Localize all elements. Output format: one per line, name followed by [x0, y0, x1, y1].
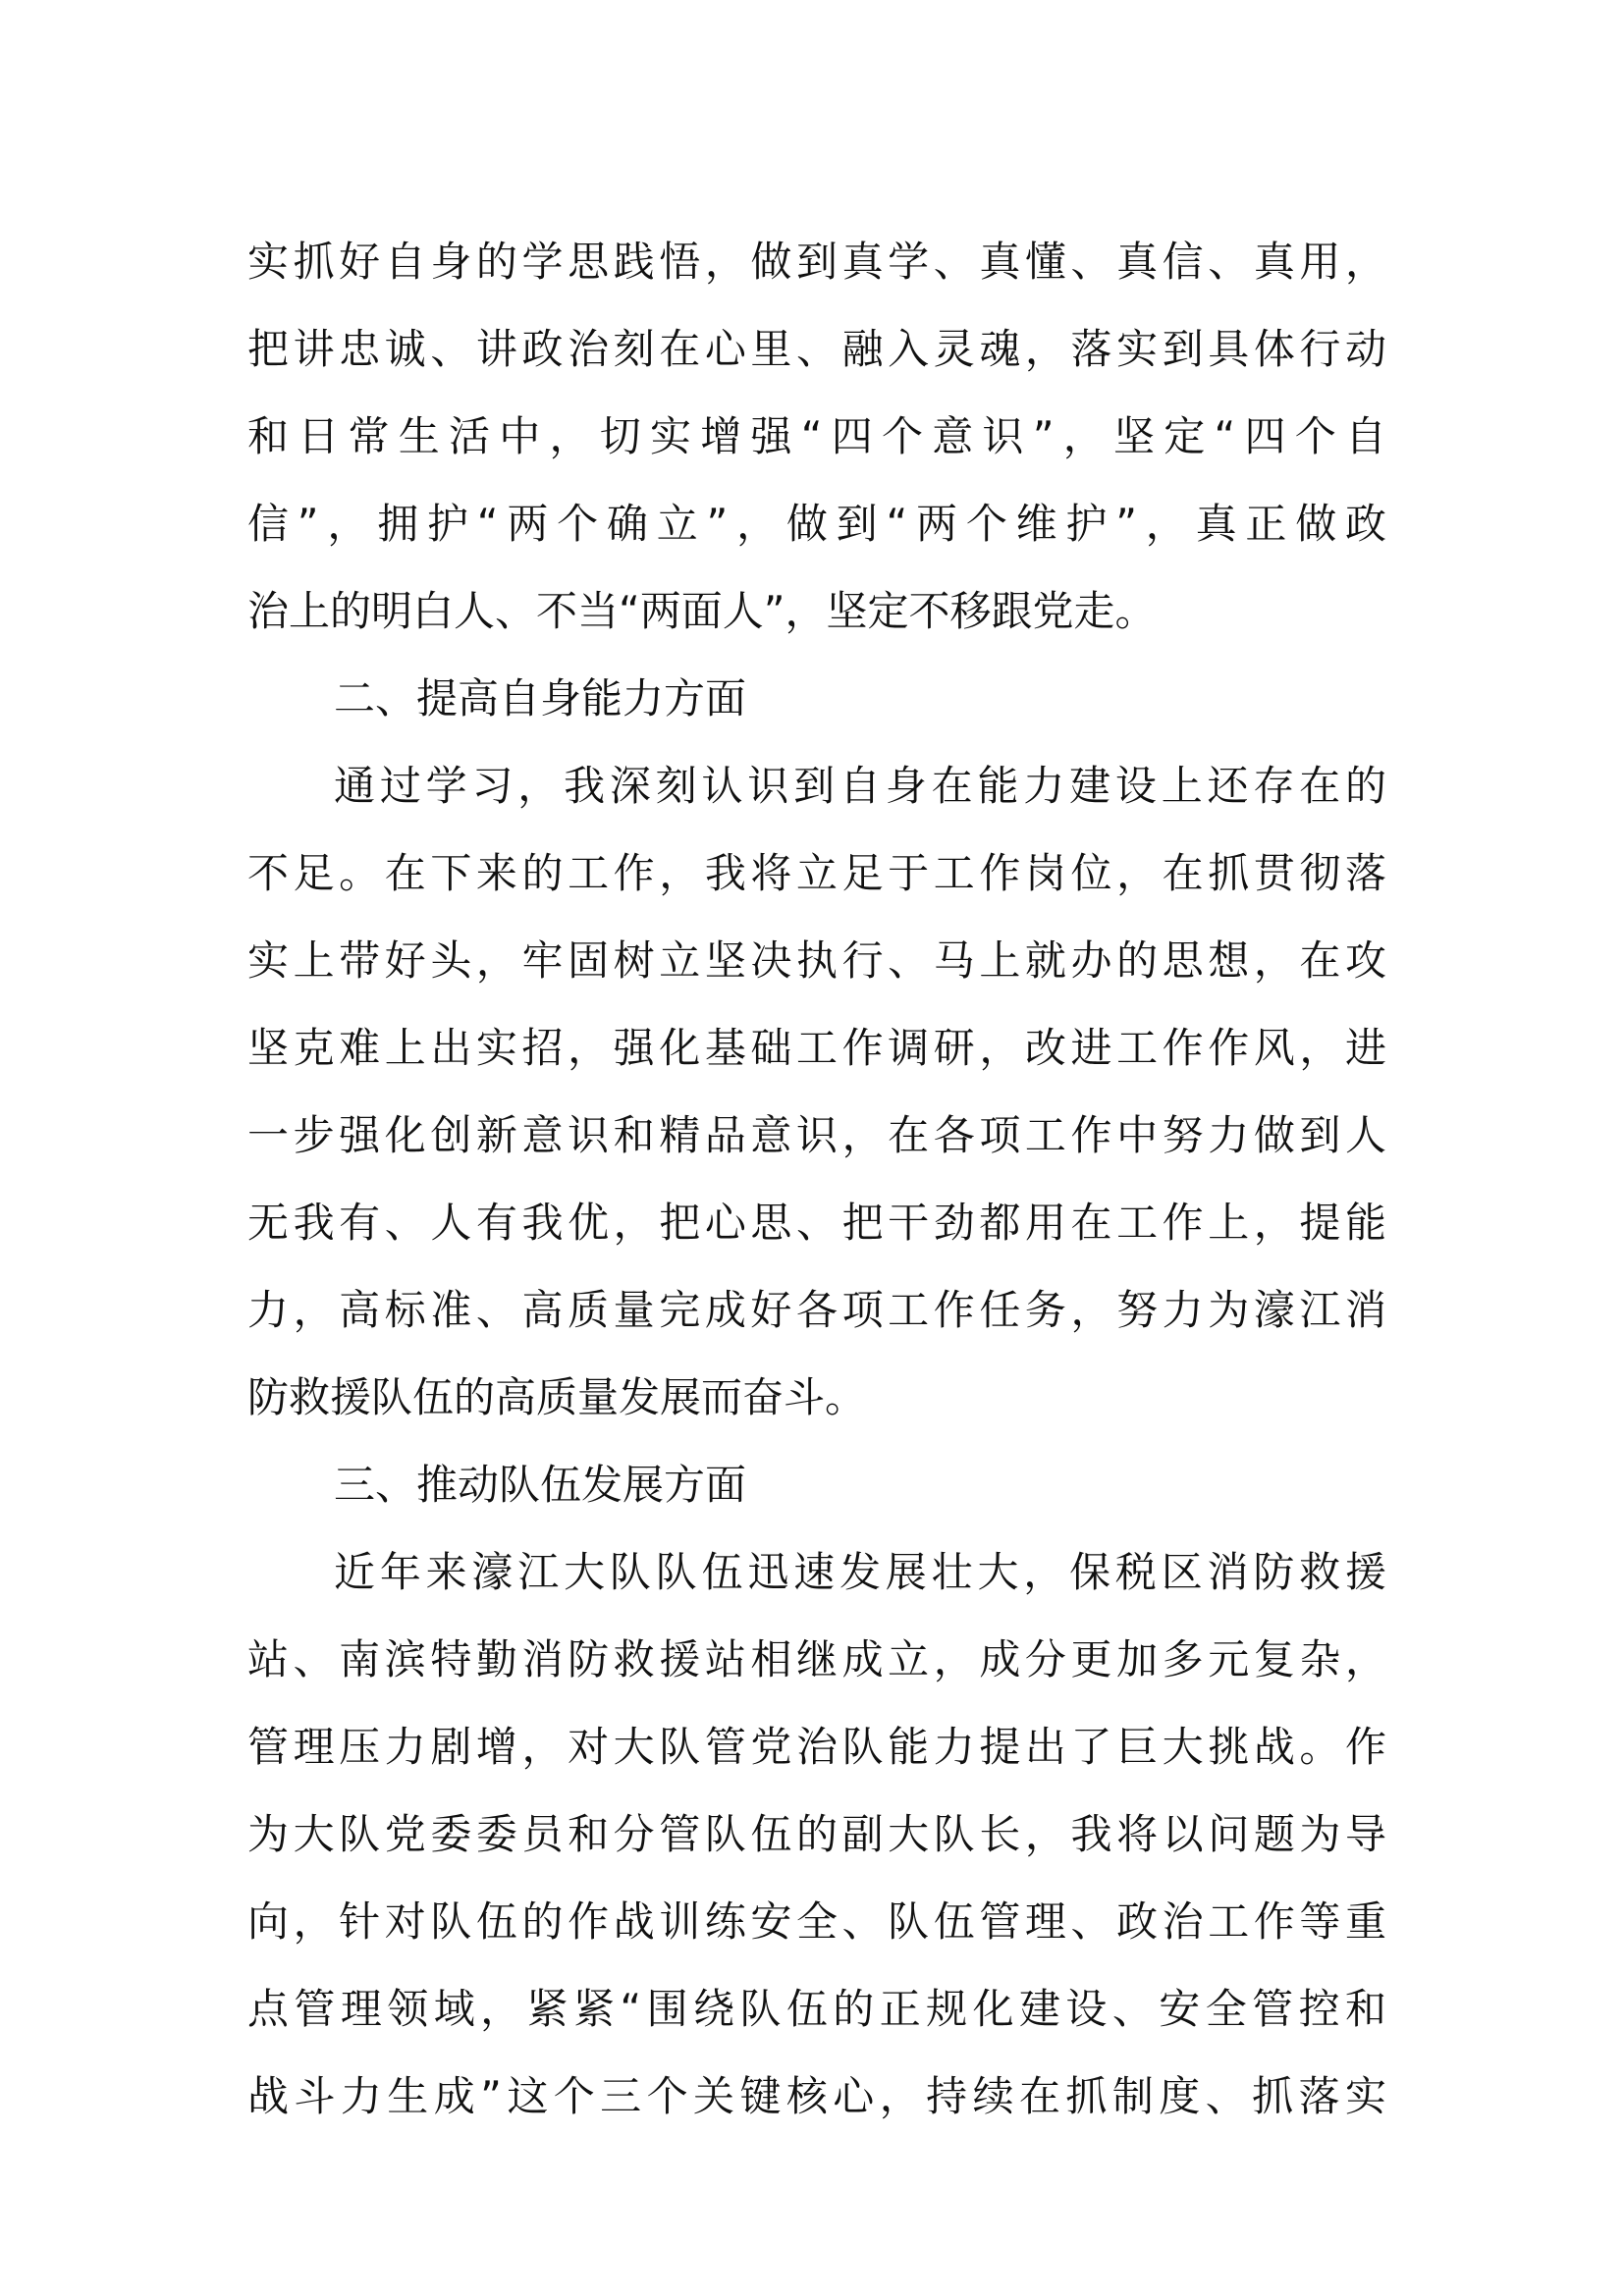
text-line: 为大队党委委员和分管队伍的副大队长，我将以问题为导 [247, 1810, 1386, 1858]
text-line: 近年来濠江大队队伍迅速发展壮大，保税区消防救援 [334, 1548, 1386, 1596]
text-line: 向，针对队伍的作战训练安全、队伍管理、政治工作等重 [247, 1897, 1386, 1946]
text-line: 治上的明白人、不当“两面人”，坚定不移跟党走。 [247, 587, 1157, 635]
section-heading: 二、提高自身能力方面 [334, 674, 747, 722]
text-line: 一步强化创新意识和精品意识，在各项工作中努力做到人 [247, 1111, 1386, 1159]
text-line: 无我有、人有我优，把心思、把干劲都用在工作上，提能 [247, 1199, 1386, 1247]
text-line: 战斗力生成”这个三个关键核心，持续在抓制度、抓落实 [247, 2072, 1386, 2120]
text-line: 通过学习，我深刻认识到自身在能力建设上还存在的 [334, 762, 1386, 810]
text-line: 把讲忠诚、讲政治刻在心里、融入灵魂，落实到具体行动 [247, 325, 1386, 373]
text-line: 信”，拥护“两个确立”，做到“两个维护”，真正做政 [247, 500, 1386, 548]
document-body [247, 218, 1386, 2140]
text-line: 不足。在下来的工作，我将立足于工作岗位，在抓贯彻落 [247, 849, 1386, 897]
text-line: 防救援队伍的高质量发展而奋斗。 [247, 1373, 867, 1421]
section-heading: 三、推动队伍发展方面 [334, 1461, 747, 1509]
text-line: 管理压力剧增，对大队管党治队能力提出了巨大挑战。作 [247, 1723, 1386, 1771]
text-line: 站、南滨特勤消防救援站相继成立，成分更加多元复杂， [247, 1635, 1386, 1683]
text-line: 坚克难上出实招，强化基础工作调研，改进工作作风，进 [247, 1024, 1386, 1072]
text-line: 点管理领域，紧紧“围绕队伍的正规化建设、安全管控和 [247, 1985, 1386, 2033]
text-line: 和日常生活中，切实增强“四个意识”，坚定“四个自 [247, 412, 1386, 460]
text-line: 力，高标准、高质量完成好各项工作任务，努力为濠江消 [247, 1286, 1386, 1334]
text-line: 实抓好自身的学思践悟，做到真学、真懂、真信、真用， [247, 238, 1386, 286]
text-line: 实上带好头，牢固树立坚决执行、马上就办的思想，在攻 [247, 936, 1386, 985]
